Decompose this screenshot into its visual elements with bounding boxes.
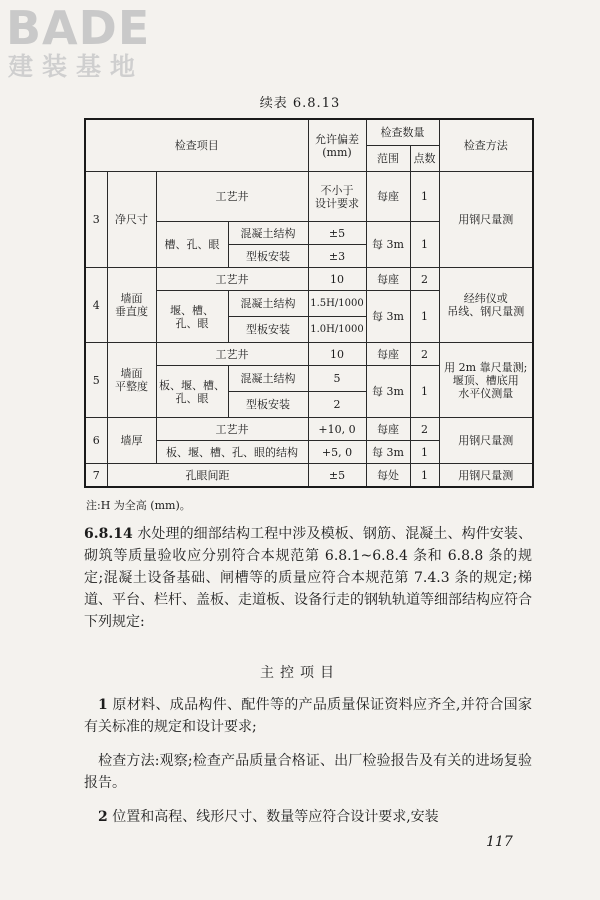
item-2 xyxy=(84,806,532,828)
item-number: 1 xyxy=(98,697,108,713)
table-header-row xyxy=(85,119,533,146)
cell-method: 用钢尺量测 xyxy=(439,172,533,268)
table-row xyxy=(85,464,533,488)
cell-tolerance-line: 设计要求 xyxy=(315,196,359,210)
cell-label: 型板安装 xyxy=(228,317,308,343)
cell-label: 混凝土结构 xyxy=(228,366,308,392)
clause-6-8-14 xyxy=(84,523,532,633)
header-tolerance-line1: 允许偏差 xyxy=(315,132,359,146)
cell-points: 2 xyxy=(410,343,439,366)
row-number: 6 xyxy=(85,418,107,464)
item-text: 原材料、成品构件、配件等的产品质量保证资料应齐全,并符合国家有关标准的规定和设计要求; xyxy=(84,697,532,735)
row-number: 5 xyxy=(85,343,107,418)
row-name-line: 墙面 xyxy=(120,292,143,305)
table-note: 注:H 为全高 (mm)。 xyxy=(86,499,191,512)
cell-tolerance: +10, 0 xyxy=(308,418,366,441)
cell-range: 每 3m xyxy=(366,222,410,268)
inspection-table xyxy=(84,118,534,488)
row-name-line: 墙面 xyxy=(120,367,143,380)
cell-points: 1 xyxy=(410,441,439,464)
cell-label: 工艺井 xyxy=(156,418,308,441)
cell-tolerance: 5 xyxy=(308,366,366,392)
table-row xyxy=(85,172,533,222)
cell-method xyxy=(439,343,533,418)
header-tolerance-line2: (mm) xyxy=(322,145,352,159)
cell-label: 板、堰、槽、孔、眼的结构 xyxy=(156,441,308,464)
row-name-line: 垂直度 xyxy=(115,305,148,318)
cell-points: 2 xyxy=(410,418,439,441)
clause-number: 6.8.14 xyxy=(84,526,133,542)
cell-tolerance: ±3 xyxy=(308,245,366,268)
header-qty: 检查数量 xyxy=(366,119,439,146)
cell-points: 1 xyxy=(410,222,439,268)
cell-range: 每 3m xyxy=(366,441,410,464)
table-row xyxy=(85,418,533,441)
cell-range: 每座 xyxy=(366,418,410,441)
item-text: 位置和高程、线形尺寸、数量等应符合设计要求,安装 xyxy=(112,809,439,825)
row-number: 7 xyxy=(85,464,107,488)
row-number: 3 xyxy=(85,172,107,268)
cell-tolerance-line: 不小于 xyxy=(320,183,354,197)
clause-text: 水处理的细部结构工程中涉及模板、钢筋、混凝土、构件安装、砌筑等质量验收应分别符合本规范第 6.8.1~6.8.4 条和 6.8.8 条的规定;混凝土设备基础、闸槽等的质量应符合本规范第 7.4.3 条的规定;梯道、平台、栏杆、盖板、走道板、设备行走的钢轨轨道等细部结构应符合下列规定: xyxy=(84,526,533,630)
cell-tolerance: ±5 xyxy=(308,464,366,488)
cell-group: 槽、孔、眼 xyxy=(156,222,228,268)
cell-points: 1 xyxy=(410,172,439,222)
cell-method xyxy=(439,268,533,343)
header-item: 检查项目 xyxy=(85,119,308,172)
row-number: 4 xyxy=(85,268,107,343)
cell-tolerance: +5, 0 xyxy=(308,441,366,464)
cell-tolerance: 10 xyxy=(308,268,366,291)
cell-label: 工艺井 xyxy=(156,268,308,291)
cell-range: 每座 xyxy=(366,172,410,222)
cell-group xyxy=(156,291,228,343)
cell-points: 2 xyxy=(410,268,439,291)
cell-method-line: 经纬仪或 xyxy=(463,292,508,305)
cell-group-line: 孔、眼 xyxy=(175,391,209,405)
cell-method: 用钢尺量测 xyxy=(439,418,533,464)
cell-label: 混凝土结构 xyxy=(228,291,308,317)
cell-points: 1 xyxy=(410,464,439,488)
cell-tolerance: ±5 xyxy=(308,222,366,245)
cell-range: 每座 xyxy=(366,343,410,366)
cell-method-line: 水平仪测量 xyxy=(458,386,514,400)
logo-subtitle: 建装基地 xyxy=(8,52,145,81)
cell-label: 型板安装 xyxy=(228,245,308,268)
row-name: 孔眼间距 xyxy=(107,464,308,488)
cell-tolerance xyxy=(308,172,366,222)
header-tolerance xyxy=(308,119,366,172)
cell-range: 每座 xyxy=(366,268,410,291)
table-row xyxy=(85,343,533,366)
cell-label: 工艺井 xyxy=(156,172,308,222)
row-name xyxy=(107,343,156,418)
row-name: 墙厚 xyxy=(107,418,156,464)
row-name: 净尺寸 xyxy=(107,172,156,268)
cell-tolerance: 2 xyxy=(308,392,366,418)
cell-label: 混凝土结构 xyxy=(228,222,308,245)
page-number: 117 xyxy=(486,834,513,850)
header-method: 检查方法 xyxy=(439,119,533,172)
item-number: 2 xyxy=(98,809,108,825)
item-1 xyxy=(84,694,532,738)
header-points: 点数 xyxy=(410,146,439,172)
cell-label: 型板安装 xyxy=(228,392,308,418)
table-row xyxy=(85,268,533,291)
item-check-text: 检查方法:观察;检查产品质量合格证、出厂检验报告及有关的进场复验报告。 xyxy=(84,753,532,791)
cell-method-line: 堰顶、槽底用 xyxy=(452,373,519,387)
logo xyxy=(6,1,151,82)
cell-group xyxy=(156,366,228,418)
cell-tolerance: 1.0H/1000 xyxy=(308,317,366,343)
cell-group-line: 孔、眼 xyxy=(175,316,209,330)
cell-points: 1 xyxy=(410,291,439,343)
cell-points: 1 xyxy=(410,366,439,418)
cell-method-line: 用 2m 靠尺量测; xyxy=(444,360,528,374)
section-subheading: 主控项目 xyxy=(260,665,340,681)
cell-group-line: 板、堰、槽、 xyxy=(159,378,225,392)
table-caption: 续表 6.8.13 xyxy=(259,96,341,111)
cell-method: 用钢尺量测 xyxy=(439,464,533,488)
logo-wordmark: BADE xyxy=(6,1,151,55)
row-name-line: 平整度 xyxy=(115,380,148,393)
cell-group-line: 堰、槽、 xyxy=(170,303,214,317)
cell-range: 每 3m xyxy=(366,291,410,343)
cell-tolerance: 10 xyxy=(308,343,366,366)
cell-range: 每 3m xyxy=(366,366,410,418)
cell-tolerance: 1.5H/1000 xyxy=(308,291,366,317)
cell-label: 工艺井 xyxy=(156,343,308,366)
cell-method-line: 吊线、钢尺量测 xyxy=(447,305,525,318)
item-1-check xyxy=(84,750,532,794)
row-name xyxy=(107,268,156,343)
cell-range: 每处 xyxy=(366,464,410,488)
header-range: 范围 xyxy=(366,146,410,172)
